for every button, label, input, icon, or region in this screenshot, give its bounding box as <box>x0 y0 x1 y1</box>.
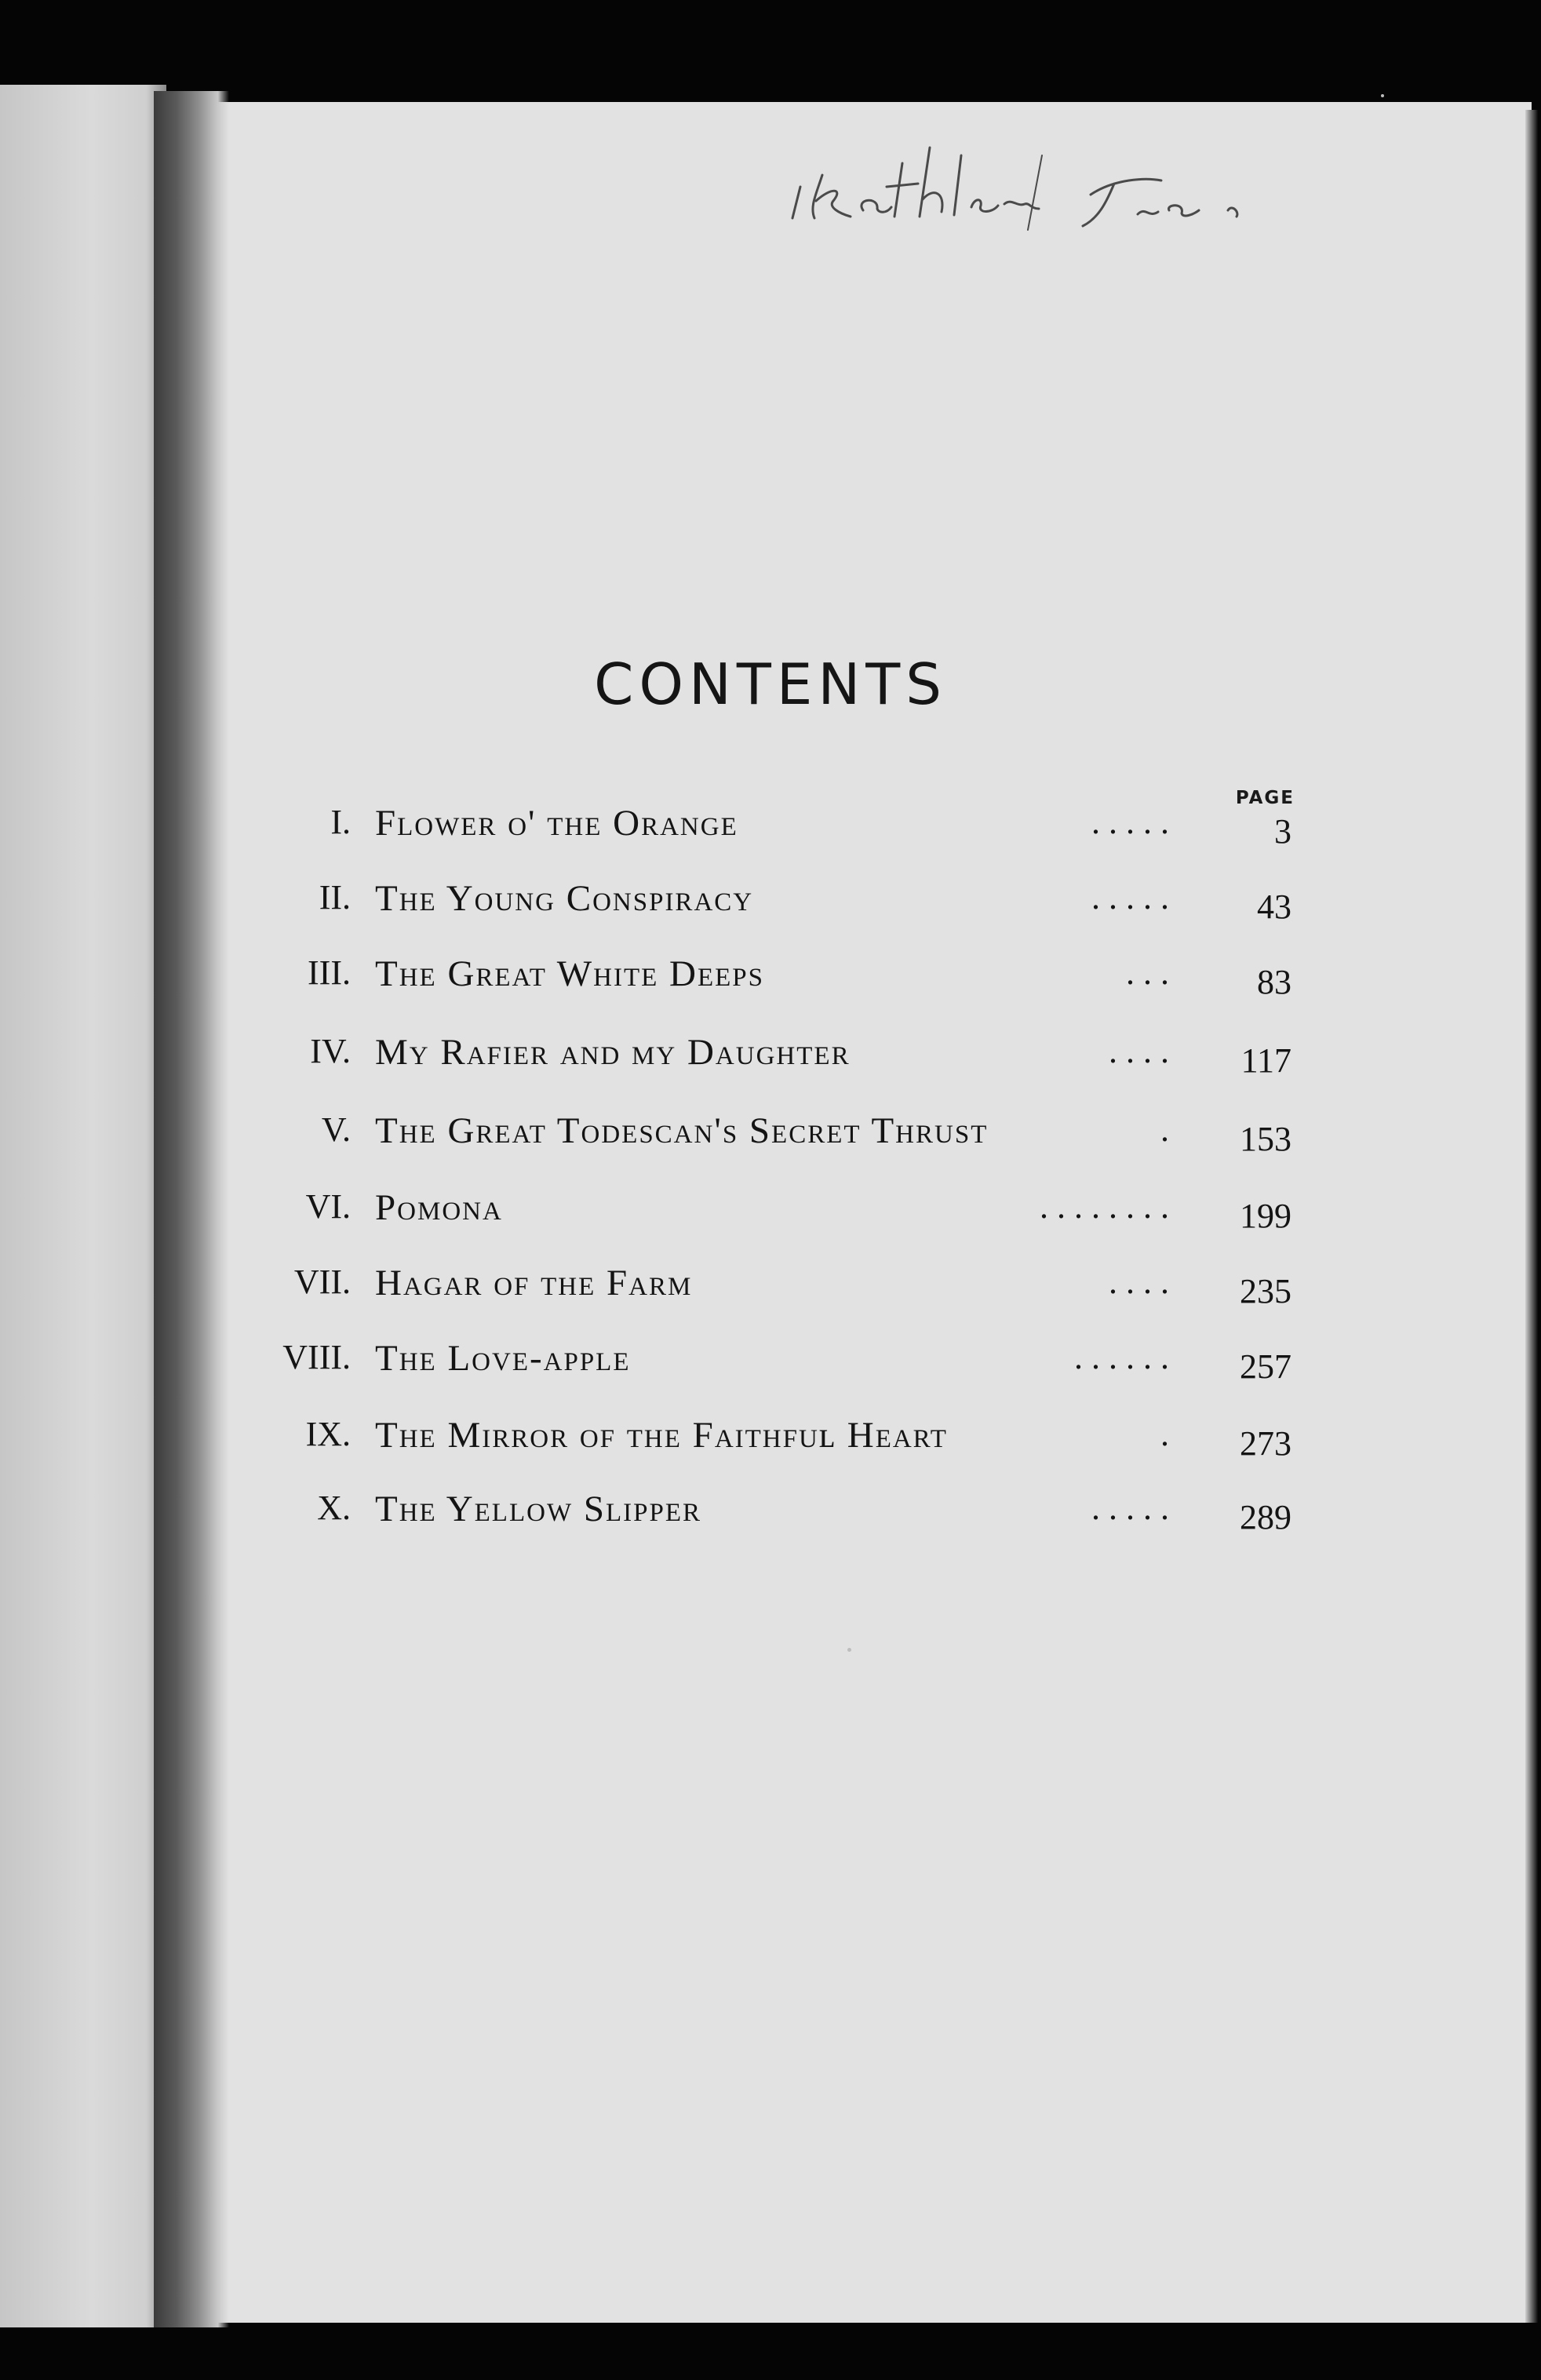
chapter-numeral: VI. <box>305 1187 351 1226</box>
chapter-numeral: X. <box>317 1489 351 1527</box>
chapter-numeral: V. <box>321 1110 351 1149</box>
page-number: 153 <box>1240 1120 1291 1158</box>
chapter-title: Hagar of the Farm <box>375 1263 693 1303</box>
toc-entry <box>0 953 1541 1015</box>
toc-entry <box>0 1337 1541 1400</box>
page-number: 199 <box>1240 1197 1291 1235</box>
page-number: 83 <box>1257 963 1291 1001</box>
page-number: 117 <box>1240 1041 1291 1080</box>
handwritten-signature <box>769 132 1365 250</box>
toc-entry <box>0 1414 1541 1477</box>
toc-entry <box>0 1186 1541 1249</box>
toc-entry <box>0 1031 1541 1094</box>
dot-leader: . . . . . <box>1091 803 1169 841</box>
chapter-title: My Rafier and my Daughter <box>375 1032 851 1073</box>
chapter-title: The Great Todescan's Secret Thrust <box>375 1110 989 1151</box>
dot-leader: . . . . <box>1109 1032 1169 1070</box>
chapter-title: Flower o' the Orange <box>375 803 738 844</box>
chapter-numeral: VIII. <box>282 1338 351 1376</box>
page-number: 257 <box>1240 1347 1291 1386</box>
chapter-numeral: IV. <box>310 1032 351 1070</box>
dot-leader: . . . . . . . . <box>1040 1187 1169 1226</box>
paper-speck <box>847 1648 851 1652</box>
dot-leader: . <box>1160 1415 1169 1453</box>
page-number: 235 <box>1240 1272 1291 1310</box>
page-number: 3 <box>1274 812 1291 851</box>
chapter-title: The Great White Deeps <box>375 953 765 994</box>
chapter-numeral: I. <box>330 803 351 841</box>
contents-heading: CONTENTS <box>594 651 947 717</box>
toc-entry <box>0 1262 1541 1325</box>
chapter-title: Pomona <box>375 1187 503 1228</box>
toc-entry <box>0 1110 1541 1172</box>
dot-leader: . . . <box>1126 953 1169 992</box>
chapter-numeral: IX. <box>305 1415 351 1453</box>
chapter-numeral: VII. <box>293 1263 351 1301</box>
paper-speck <box>1381 94 1384 97</box>
toc-entry <box>0 802 1541 865</box>
chapter-title: The Mirror of the Faithfuʟ Heart <box>375 1415 948 1456</box>
chapter-title: The Young Conspiracy <box>375 878 754 919</box>
page-number: 43 <box>1257 887 1291 926</box>
page-column-label: PAGE <box>1235 788 1295 808</box>
dot-leader: . . . . . <box>1091 1489 1169 1527</box>
dot-leader: . <box>1160 1110 1169 1149</box>
chapter-numeral: III. <box>308 953 351 992</box>
toc-entry <box>0 1488 1541 1551</box>
dot-leader: . . . . <box>1109 1263 1169 1301</box>
dot-leader: . . . . . . <box>1074 1338 1169 1376</box>
page-number: 273 <box>1240 1424 1291 1463</box>
page-number: 289 <box>1240 1498 1291 1536</box>
chapter-numeral: II. <box>319 878 351 917</box>
chapter-title: The Yellow Slipper <box>375 1489 702 1529</box>
dot-leader: . . . . . <box>1091 878 1169 917</box>
toc-entry <box>0 877 1541 940</box>
chapter-title: The Love-apple <box>375 1338 631 1379</box>
